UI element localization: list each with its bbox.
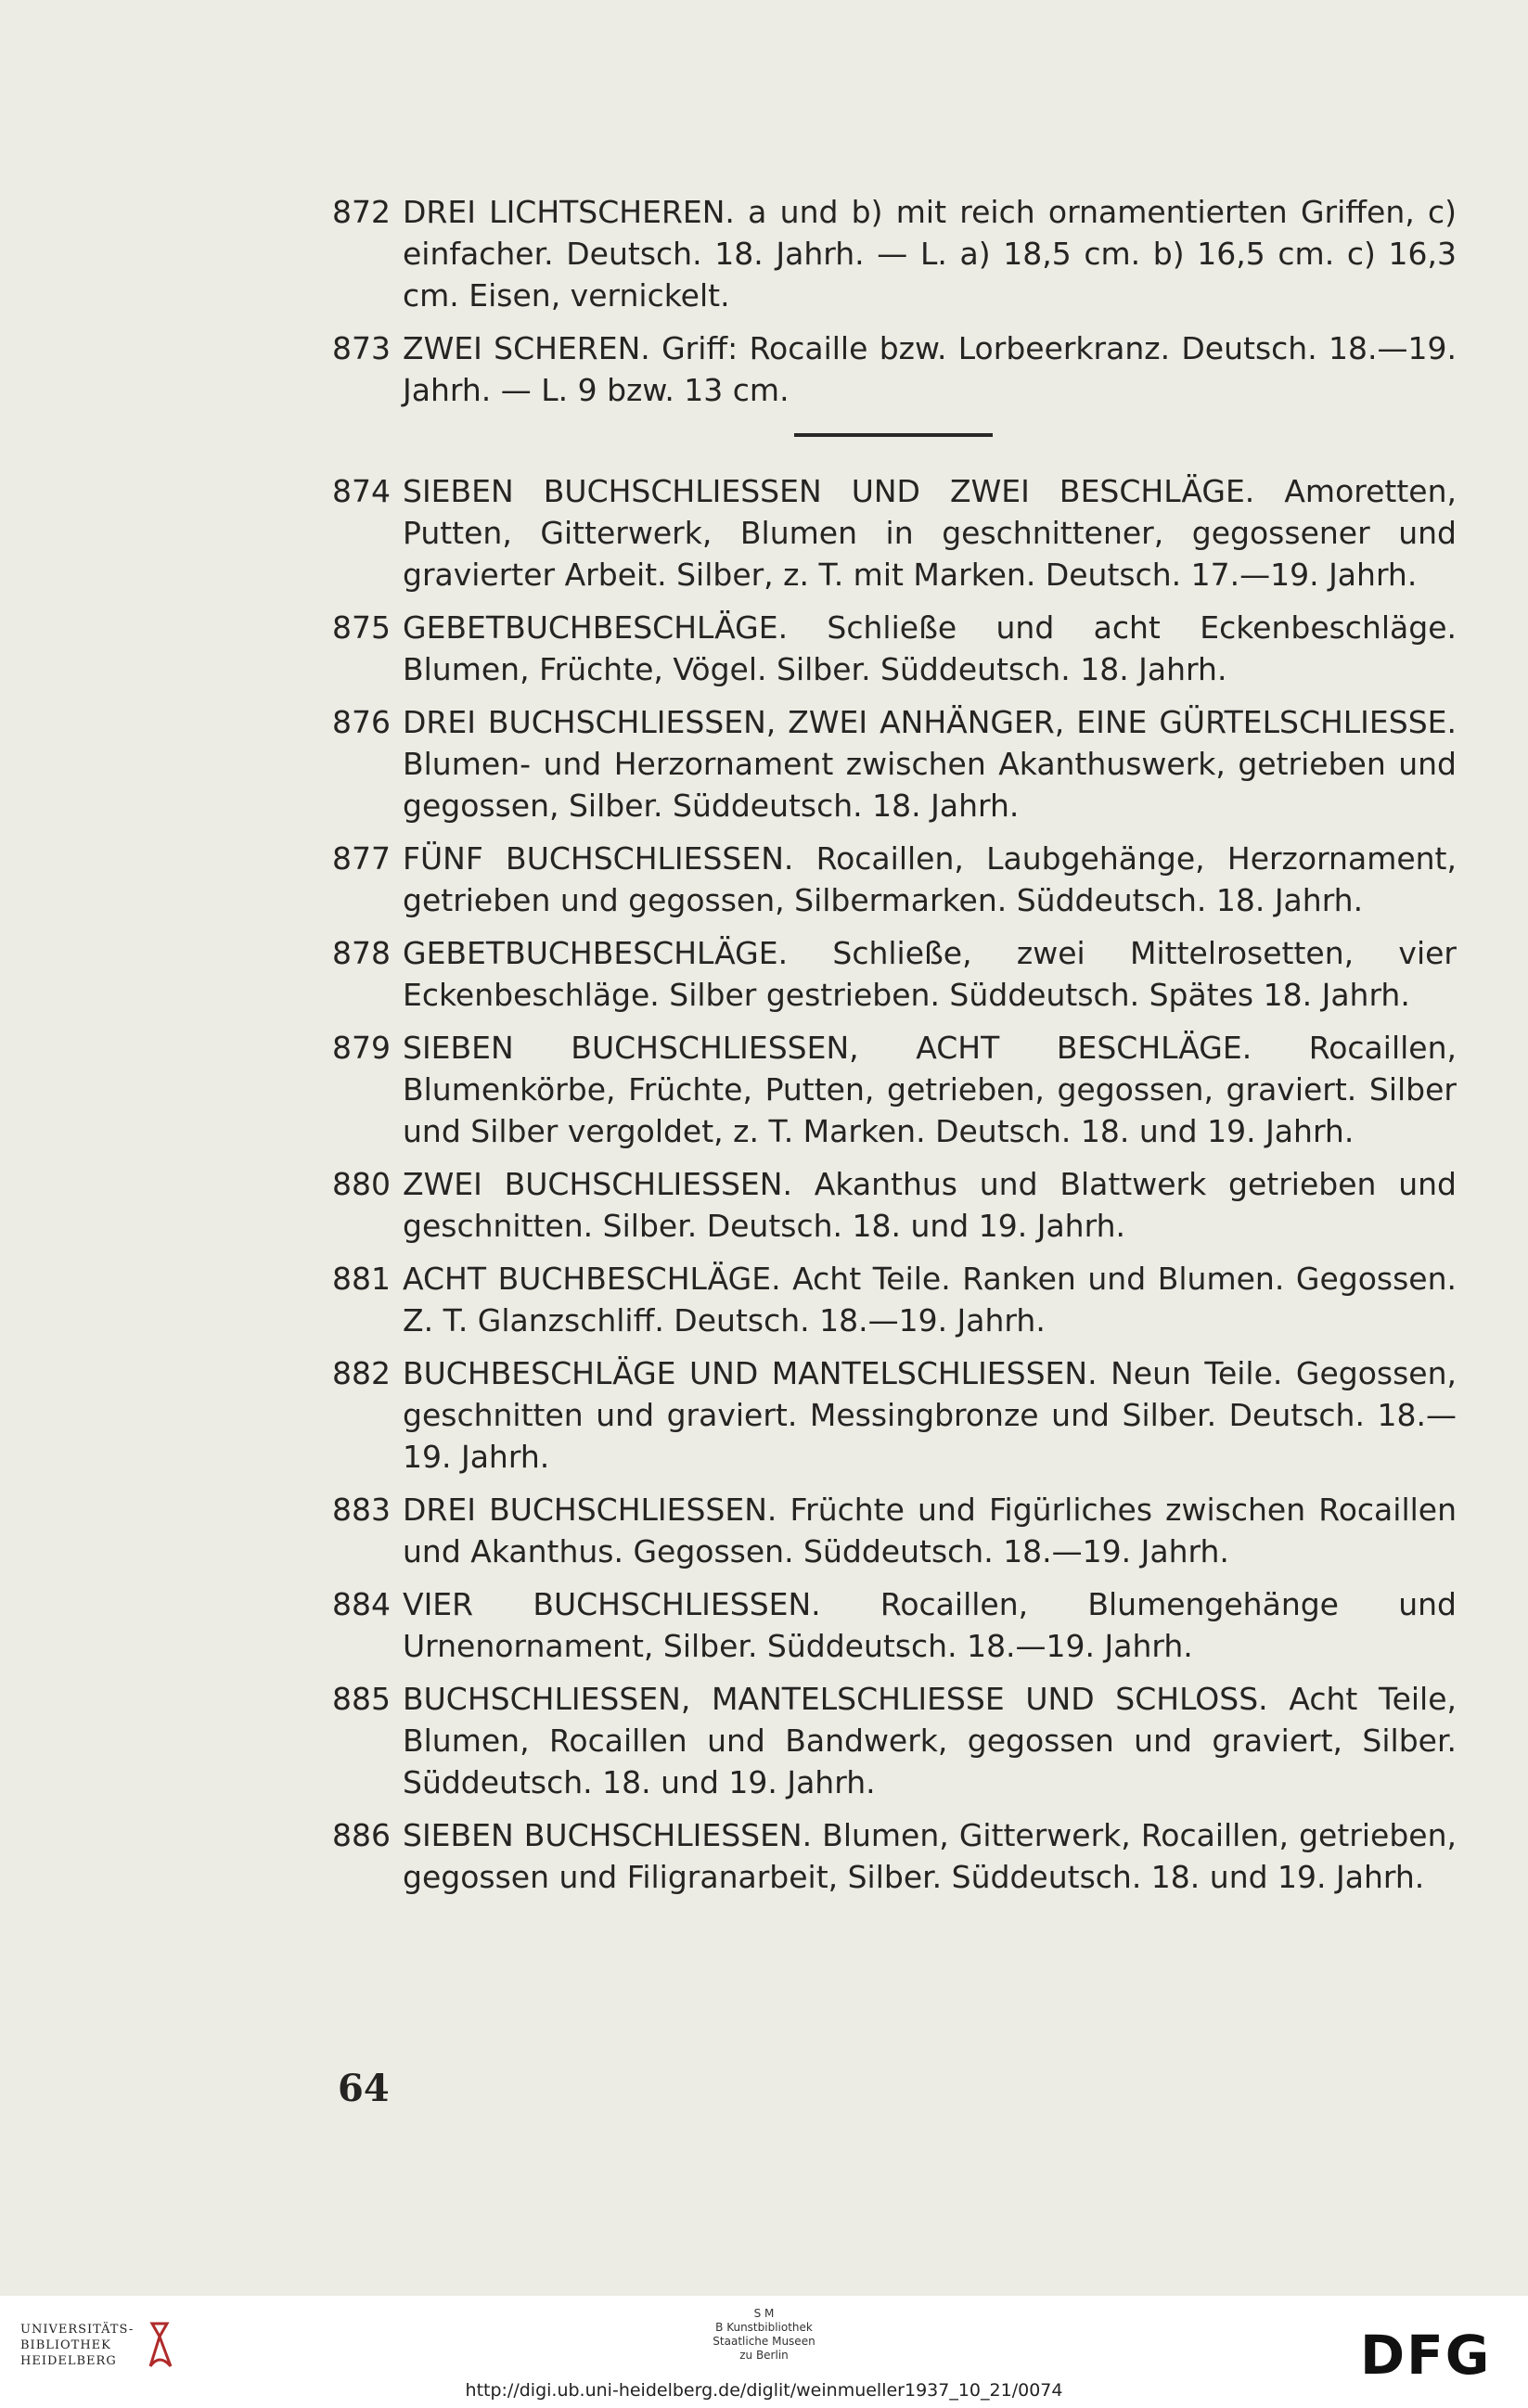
catalog-entry — [332, 1163, 1457, 1247]
entry-text: VIER BUCHSCHLIESSEN. Rocaillen, Blumengehänge und Urnenornament, Silber. Süddeutsch. 18.—19. Jahrh. — [403, 1586, 1457, 1664]
university-line: BIBLIOTHEK — [20, 2338, 111, 2352]
entry-number: 879 — [332, 1030, 391, 1066]
entry-text: DREI BUCHSCHLIESSEN. Früchte und Figürliches zwischen Rocaillen und Akanthus. Gegossen. Süddeutsch. 18.—19. Jahrh. — [403, 1492, 1457, 1569]
catalog-entries — [332, 191, 1457, 1909]
entry-number: 883 — [332, 1492, 391, 1528]
catalog-entry — [332, 1027, 1457, 1152]
university-line: UNIVERSITÄTS- — [20, 2323, 135, 2337]
footer-bar — [0, 2296, 1528, 2408]
dfg-logo: DFG — [1360, 2324, 1492, 2387]
library-line: zu Berlin — [739, 2349, 789, 2362]
university-line: HEIDELBERG — [20, 2354, 117, 2368]
entry-number: 878 — [332, 935, 391, 971]
entry-number: 886 — [332, 1817, 391, 1853]
entry-text: GEBETBUCHBESCHLÄGE. Schließe, zwei Mittelrosetten, vier Eckenbeschläge. Silber gestrieben. Süddeutsch. Spätes 18. Jahrh. — [403, 935, 1457, 1013]
entry-text: SIEBEN BUCHSCHLIESSEN, ACHT BESCHLÄGE. Rocaillen, Blumenkörbe, Früchte, Putten, getrieben, gegossen, graviert. Silber und Silber vergoldet, z. T. Marken. Deutsch. 18. und 19. Jahrh. — [403, 1030, 1457, 1149]
catalog-entry — [332, 932, 1457, 1016]
entry-text: SIEBEN BUCHSCHLIESSEN UND ZWEI BESCHLÄGE. Amoretten, Putten, Gitterwerk, Blumen in geschnittener, gegossener und gravierter Arbeit. Silber, z. T. mit Marken. Deutsch. 17.—19. Jahrh. — [403, 473, 1457, 593]
catalog-entry — [332, 470, 1457, 596]
entry-number: 881 — [332, 1261, 391, 1297]
entry-text: DREI LICHTSCHEREN. a und b) mit reich ornamentierten Griffen, c) einfacher. Deutsch. 18. Jahrh. — L. a) 18,5 cm. b) 16,5 cm. c) 16,3 cm. Eisen, vernickelt. — [403, 194, 1457, 314]
entry-number: 882 — [332, 1355, 391, 1391]
library-line: B Kunstbibliothek — [715, 2321, 813, 2334]
catalog-entry — [332, 1814, 1457, 1898]
catalog-entry — [332, 327, 1457, 411]
entry-number: 874 — [332, 473, 391, 509]
entry-number: 873 — [332, 330, 391, 366]
library-line: Staatliche Museen — [713, 2335, 815, 2348]
entry-text: SIEBEN BUCHSCHLIESSEN. Blumen, Gitterwerk, Rocaillen, getrieben, gegossen und Filigranarbeit, Silber. Süddeutsch. 18. und 19. Jahrh. — [403, 1817, 1457, 1895]
entry-text: GEBETBUCHBESCHLÄGE. Schließe und acht Eckenbeschläge. Blumen, Früchte, Vögel. Silber. Süddeutsch. 18. Jahrh. — [403, 609, 1457, 687]
entry-number: 884 — [332, 1586, 391, 1622]
catalog-entry — [332, 838, 1457, 921]
catalog-entry — [332, 1258, 1457, 1341]
section-divider — [794, 433, 993, 437]
catalog-entry — [332, 191, 1457, 316]
entry-number: 875 — [332, 609, 391, 646]
catalog-entry — [332, 607, 1457, 690]
catalog-entry — [332, 1352, 1457, 1478]
catalog-entry — [332, 1583, 1457, 1667]
entry-group-scissors — [332, 191, 1457, 411]
entry-text: ACHT BUCHBESCHLÄGE. Acht Teile. Ranken und Blumen. Gegossen. Z. T. Glanzschliff. Deutsch. 18.—19. Jahrh. — [403, 1261, 1457, 1338]
entry-number: 872 — [332, 194, 391, 230]
entry-text: ZWEI BUCHSCHLIESSEN. Akanthus und Blattwerk getrieben und geschnitten. Silber. Deutsch. 18. und 19. Jahrh. — [403, 1166, 1457, 1244]
library-credit — [0, 2307, 1528, 2363]
entry-text: FÜNF BUCHSCHLIESSEN. Rocaillen, Laubgehänge, Herzornament, getrieben und gegossen, Silbermarken. Süddeutsch. 18. Jahrh. — [403, 840, 1457, 918]
library-line: S M — [753, 2307, 775, 2320]
entry-group-book-clasps — [332, 470, 1457, 1898]
entry-text: BUCHBESCHLÄGE UND MANTELSCHLIESSEN. Neun Teile. Gegossen, geschnitten und graviert. Messingbronze und Silber. Deutsch. 18.—19. Jahrh. — [403, 1355, 1457, 1475]
entry-number: 880 — [332, 1166, 391, 1202]
entry-number: 877 — [332, 840, 391, 877]
entry-number: 876 — [332, 704, 391, 740]
catalog-entry — [332, 701, 1457, 826]
catalog-entry — [332, 1489, 1457, 1572]
entry-text: DREI BUCHSCHLIESSEN, ZWEI ANHÄNGER, EINE GÜRTELSCHLIESSE. Blumen- und Herzornament zwischen Akanthuswerk, getrieben und gegossen, Silber. Süddeutsch. 18. Jahrh. — [403, 704, 1457, 824]
page-number: 64 — [338, 2067, 390, 2110]
entry-text: BUCHSCHLIESSEN, MANTELSCHLIESSE UND SCHLOSS. Acht Teile, Blumen, Rocaillen und Bandwerk, gegossen und graviert, Silber. Süddeutsch. 18. und 19. Jahrh. — [403, 1681, 1457, 1800]
catalog-entry — [332, 1678, 1457, 1803]
entry-text: ZWEI SCHEREN. Griff: Rocaille bzw. Lorbeerkranz. Deutsch. 18.—19. Jahrh. — L. 9 bzw. 13 cm. — [403, 330, 1457, 408]
source-url-link[interactable]: http://digi.ub.uni-heidelberg.de/diglit/weinmueller1937_10_21/0074 — [465, 2380, 1063, 2401]
entry-number: 885 — [332, 1681, 391, 1717]
